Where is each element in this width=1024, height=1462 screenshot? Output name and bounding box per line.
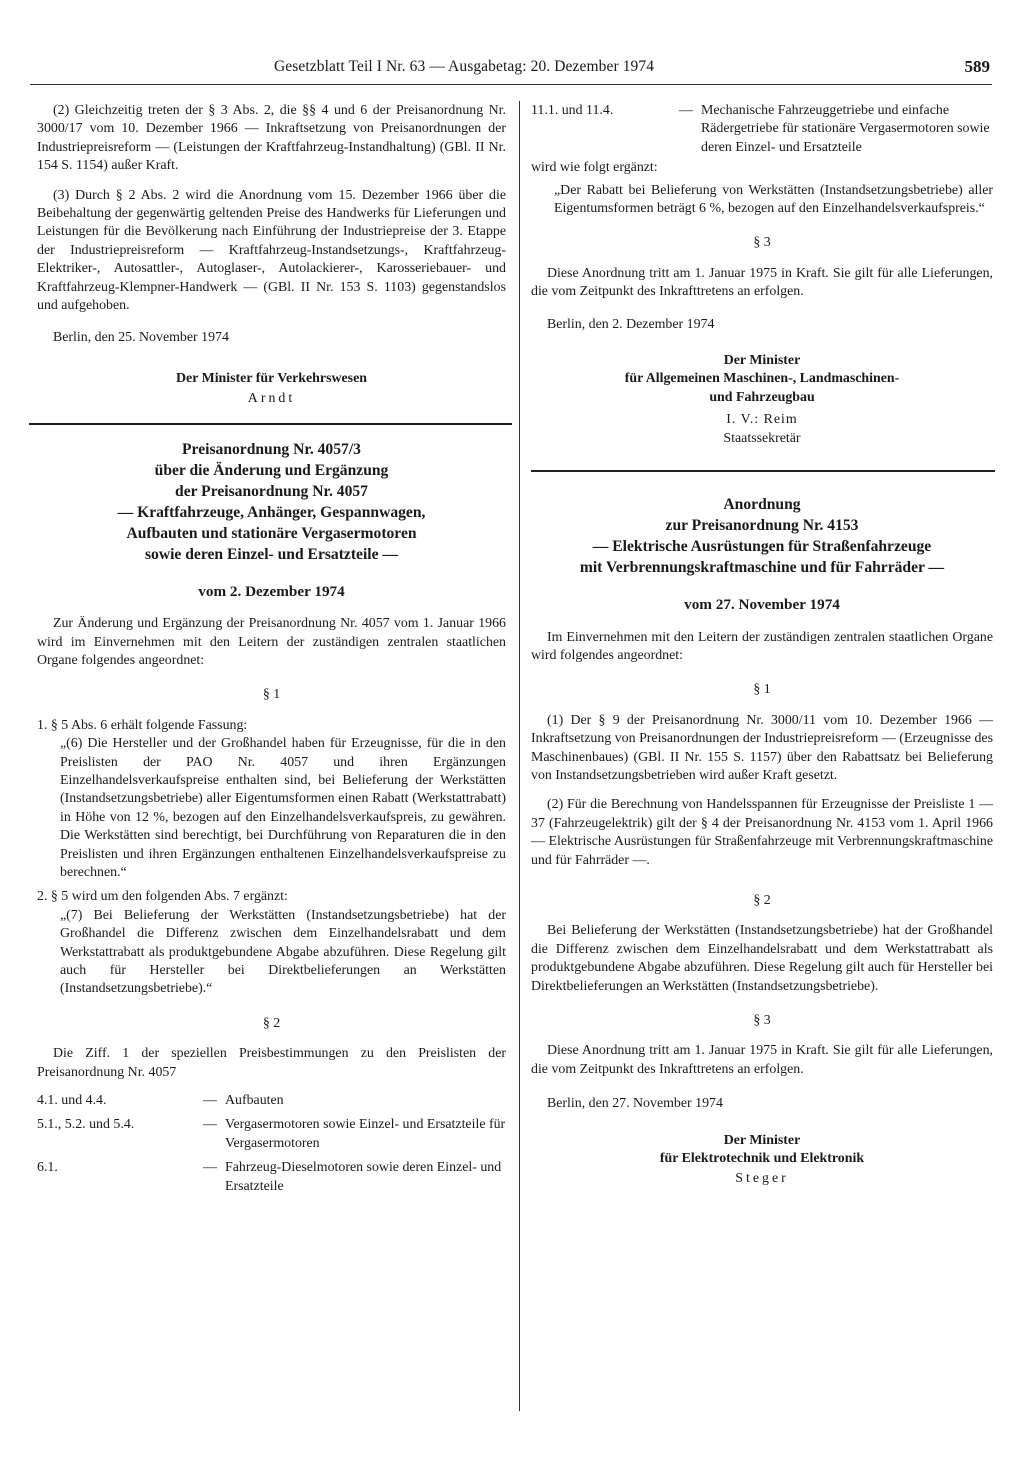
title-line: mit Verbrennungskraftmaschine und für Fahrräder — (579, 559, 945, 577)
section-heading: § 3 (753, 235, 771, 251)
page-number: 589 (964, 57, 990, 76)
page-header (30, 58, 990, 82)
signature-name: I. V.: Reim (726, 412, 798, 428)
title-line: Anordnung (723, 496, 801, 514)
title-line: zur Preisanordnung Nr. 4153 (665, 517, 859, 535)
rabatt-quote: „Der Rabatt bei Belieferung von Werkstätten (Instandsetzungsbetriebe) aller Eigentumsformen beträgt 6 %, bezogen auf den Einzelhandelsverkaufspreis.“ (554, 182, 993, 217)
place-date: Berlin, den 27. November 1974 (547, 1096, 723, 1112)
section-heading: § 3 (753, 1013, 771, 1028)
supplement-text: wird wie folgt ergänzt: (531, 160, 658, 176)
parts-table (37, 1092, 506, 1202)
header-title: Gesetzblatt Teil I Nr. 63 — Ausgabetag: 20. Dezember 1974 (274, 58, 655, 75)
signature-name: Steger (735, 1171, 789, 1187)
table-text: Aufbauten (225, 1093, 284, 1109)
section-heading: § 1 (262, 687, 281, 703)
ordinance-date: vom 2. Dezember 1974 (198, 582, 345, 600)
signature-name: Arndt (247, 391, 296, 407)
section-heading: § 2 (262, 1015, 281, 1031)
place-date: Berlin, den 2. Dezember 1974 (547, 316, 715, 332)
signature-title: Der Minister für Verkehrswesen (176, 370, 367, 386)
title-line: der Preisanordnung Nr. 4057 (175, 482, 368, 500)
title-line: Aufbauten und stationäre Vergasermotoren (126, 524, 417, 542)
table-dash: — (203, 1093, 217, 1109)
signature-line: und Fahrzeugbau (709, 389, 815, 405)
intro-paragraph: Zur Änderung und Ergänzung der Preisanordnung Nr. 4057 vom 1. Januar 1966 wird im Einvernehmen mit den Leitern der zuständigen zentralen staatlichen Organe folgendes angeordnet: (37, 616, 506, 668)
section-1-paragraph-2: (2) Für die Berechnung von Handelsspannen für Erzeugnisse der Preisliste 1 — 37 (Fahrzeugelektrik) gilt der § 4 der Preisanordnung Nr. 4153 vom 1. April 1966 — Elektrische Ausrüstungen für Straßenfahrzeuge mit Verbrennungskraftmaschine und für Fahrräder —. (531, 797, 993, 868)
place-date: Berlin, den 25. November 1974 (53, 330, 229, 346)
ordinance-title (37, 439, 506, 565)
title-line: sowie deren Einzel- und Ersatzteile — (144, 545, 399, 563)
title-line: Preisanordnung Nr. 4057/3 (182, 440, 361, 458)
title-line: — Elektrische Ausrüstungen für Straßenfahrzeuge (592, 538, 932, 556)
item-1: 1. § 5 Abs. 6 erhält folgende Fassung: (37, 717, 248, 733)
intro-paragraph: Im Einvernehmen mit den Leitern der zuständigen zentralen staatlichen Organe wird folgendes angeordnet: (531, 629, 993, 663)
table-text: Vergasermotoren sowie Einzel- und Ersatzteile für Vergasermotoren (225, 1117, 506, 1151)
prev-paragraph-2: (2) Gleichzeitig treten der § 3 Abs. 2, die §§ 4 und 6 der Preisanordnung Nr. 3000/17 vom 10. Dezember 1966 — Inkraftsetzung von Preisanordnungen der Industriepreisreform — (Leistungen der Kraftfahrzeug-Instandhaltung) (GBl. II Nr. 154 S. 1154) außer Kraft. (37, 103, 506, 174)
table-dash: — (203, 1117, 217, 1133)
quote-2: „(7) Bei Belieferung der Werkstätten (Instandsetzungsbetriebe) hat der Großhandel die Differenz zwischen dem Einzelhandelsrabatt und dem Werkstattrabatt als produktgebundene Abgabe abzuführen. Diese Regelung gilt auch für Hersteller bei Direktbelieferungen an Werkstätten (Instandsetzungsbetriebe).“ (60, 907, 506, 997)
parts-table-continued (531, 102, 993, 157)
section-separator (29, 423, 512, 425)
section-1-paragraph-1: (1) Der § 9 der Preisanordnung Nr. 3000/11 vom 10. Dezember 1966 — Inkraftsetzung von Preisanordnungen der Industriepreisreform — (Erzeugnisse des Maschinenbaues) (GBl. II Nr. 155 S. 1157) über den Rabattsatz bei Belieferung von Instandsetzungsbetrieben wird außer Kraft gesetzt. (531, 712, 993, 783)
section-2-text: Die Ziff. 1 der speziellen Preisbestimmungen zu den Preislisten der Preisanordnung Nr. 4057 (37, 1046, 506, 1080)
left-column (37, 102, 506, 1202)
section-2-text: Bei Belieferung der Werkstätten (Instandsetzungsbetriebe) hat der Großhandel die Differenz zwischen dem Einzelhandelsrabatt und dem Werkstattrabatt als produktgebundene Abgabe abzuführen. Diese Regelung gilt auch für Hersteller bei Direktbelieferungen an Werkstätten (Instandsetzungsbetriebe). (531, 923, 993, 994)
signature-line: für Allgemeinen Maschinen-, Landmaschinen- (624, 371, 900, 387)
signature-role: Staatssekretär (723, 430, 801, 446)
table-dash: — (203, 1160, 217, 1176)
signature-line: Der Minister (723, 1132, 801, 1148)
ordinance-title (531, 494, 993, 578)
prev-paragraph-3: (3) Durch § 2 Abs. 2 wird die Anordnung vom 15. Dezember 1966 über die Beibehaltung der gegenwärtig geltenden Preise des Handwerks für Lieferungen und Leistungen für die Bevölkerung nach Einführung der Industriepreise der 3. Etappe der Industriepreisreform — Kraftfahrzeug-Instandsetzungs-, Kraftfahrzeug-Elektriker-, Autosattler-, Autoglaser-, Autolackierer-, Karosseriebauer- und Kraftfahrzeug-Klempner-Handwerk — (GBl. II Nr. 153 S. 1103) gegenstandslos und aufgehoben. (37, 187, 506, 314)
signature-line: Der Minister (723, 353, 801, 369)
table-text: Mechanische Fahrzeuggetriebe und einfache Rädergetriebe für stationäre Vergasermotoren sowie deren Einzel- und Ersatzteile (701, 103, 990, 155)
title-line: über die Änderung und Ergänzung (154, 461, 389, 479)
table-ref: 5.1., 5.2. und 5.4. (37, 1117, 135, 1133)
section-3-text: Diese Anordnung tritt am 1. Januar 1975 in Kraft. Sie gilt für alle Lieferungen, die vom Zeitpunkt des Inkrafttretens an erfolgen. (531, 1043, 993, 1077)
item-2: 2. § 5 wird um den folgenden Abs. 7 ergänzt: (37, 889, 288, 905)
title-line: — Kraftfahrzeuge, Anhänger, Gespannwagen, (117, 503, 426, 521)
ordinance-date: vom 27. November 1974 (684, 596, 840, 614)
table-text: Fahrzeug-Dieselmotoren sowie deren Einzel- und Ersatzteile (225, 1160, 502, 1194)
column-divider (519, 101, 520, 1411)
section-3-text: Diese Anordnung tritt am 1. Januar 1975 in Kraft. Sie gilt für alle Lieferungen, die vom Zeitpunkt des Inkrafttretens an erfolgen. (531, 265, 993, 300)
quote-1: „(6) Die Hersteller und der Großhandel haben für Erzeugnisse, für die in den Preislisten der PAO Nr. 4057 und ihren Ergänzungen Einzelhandelsverkaufspreise enthalten sind, bei Belieferung der Werkstätten (Instandsetzungsbetriebe) aller Eigentumsformen einen Rabatt (Werkstattrabatt) in Höhe von 12 %, bezogen auf den Einzelhandelsverkaufspreis, zu gewähren. Die Werkstätten sind berechtigt, bei Durchführung von Reparaturen die in den Preislisten und ihren Ergänzungen enthaltenen Einzelhandelsverkaufspreise zu berechnen.“ (60, 736, 506, 880)
right-column (531, 102, 993, 1189)
header-rule (30, 84, 992, 85)
signature-line: für Elektrotechnik und Elektronik (659, 1151, 865, 1167)
section-separator (531, 470, 995, 472)
table-ref: 6.1. (37, 1160, 58, 1176)
table-dash: — (679, 103, 693, 118)
table-ref: 11.1. und 11.4. (531, 103, 614, 118)
section-heading: § 1 (753, 682, 771, 698)
table-ref: 4.1. und 4.4. (37, 1093, 107, 1109)
section-heading: § 2 (753, 892, 771, 908)
